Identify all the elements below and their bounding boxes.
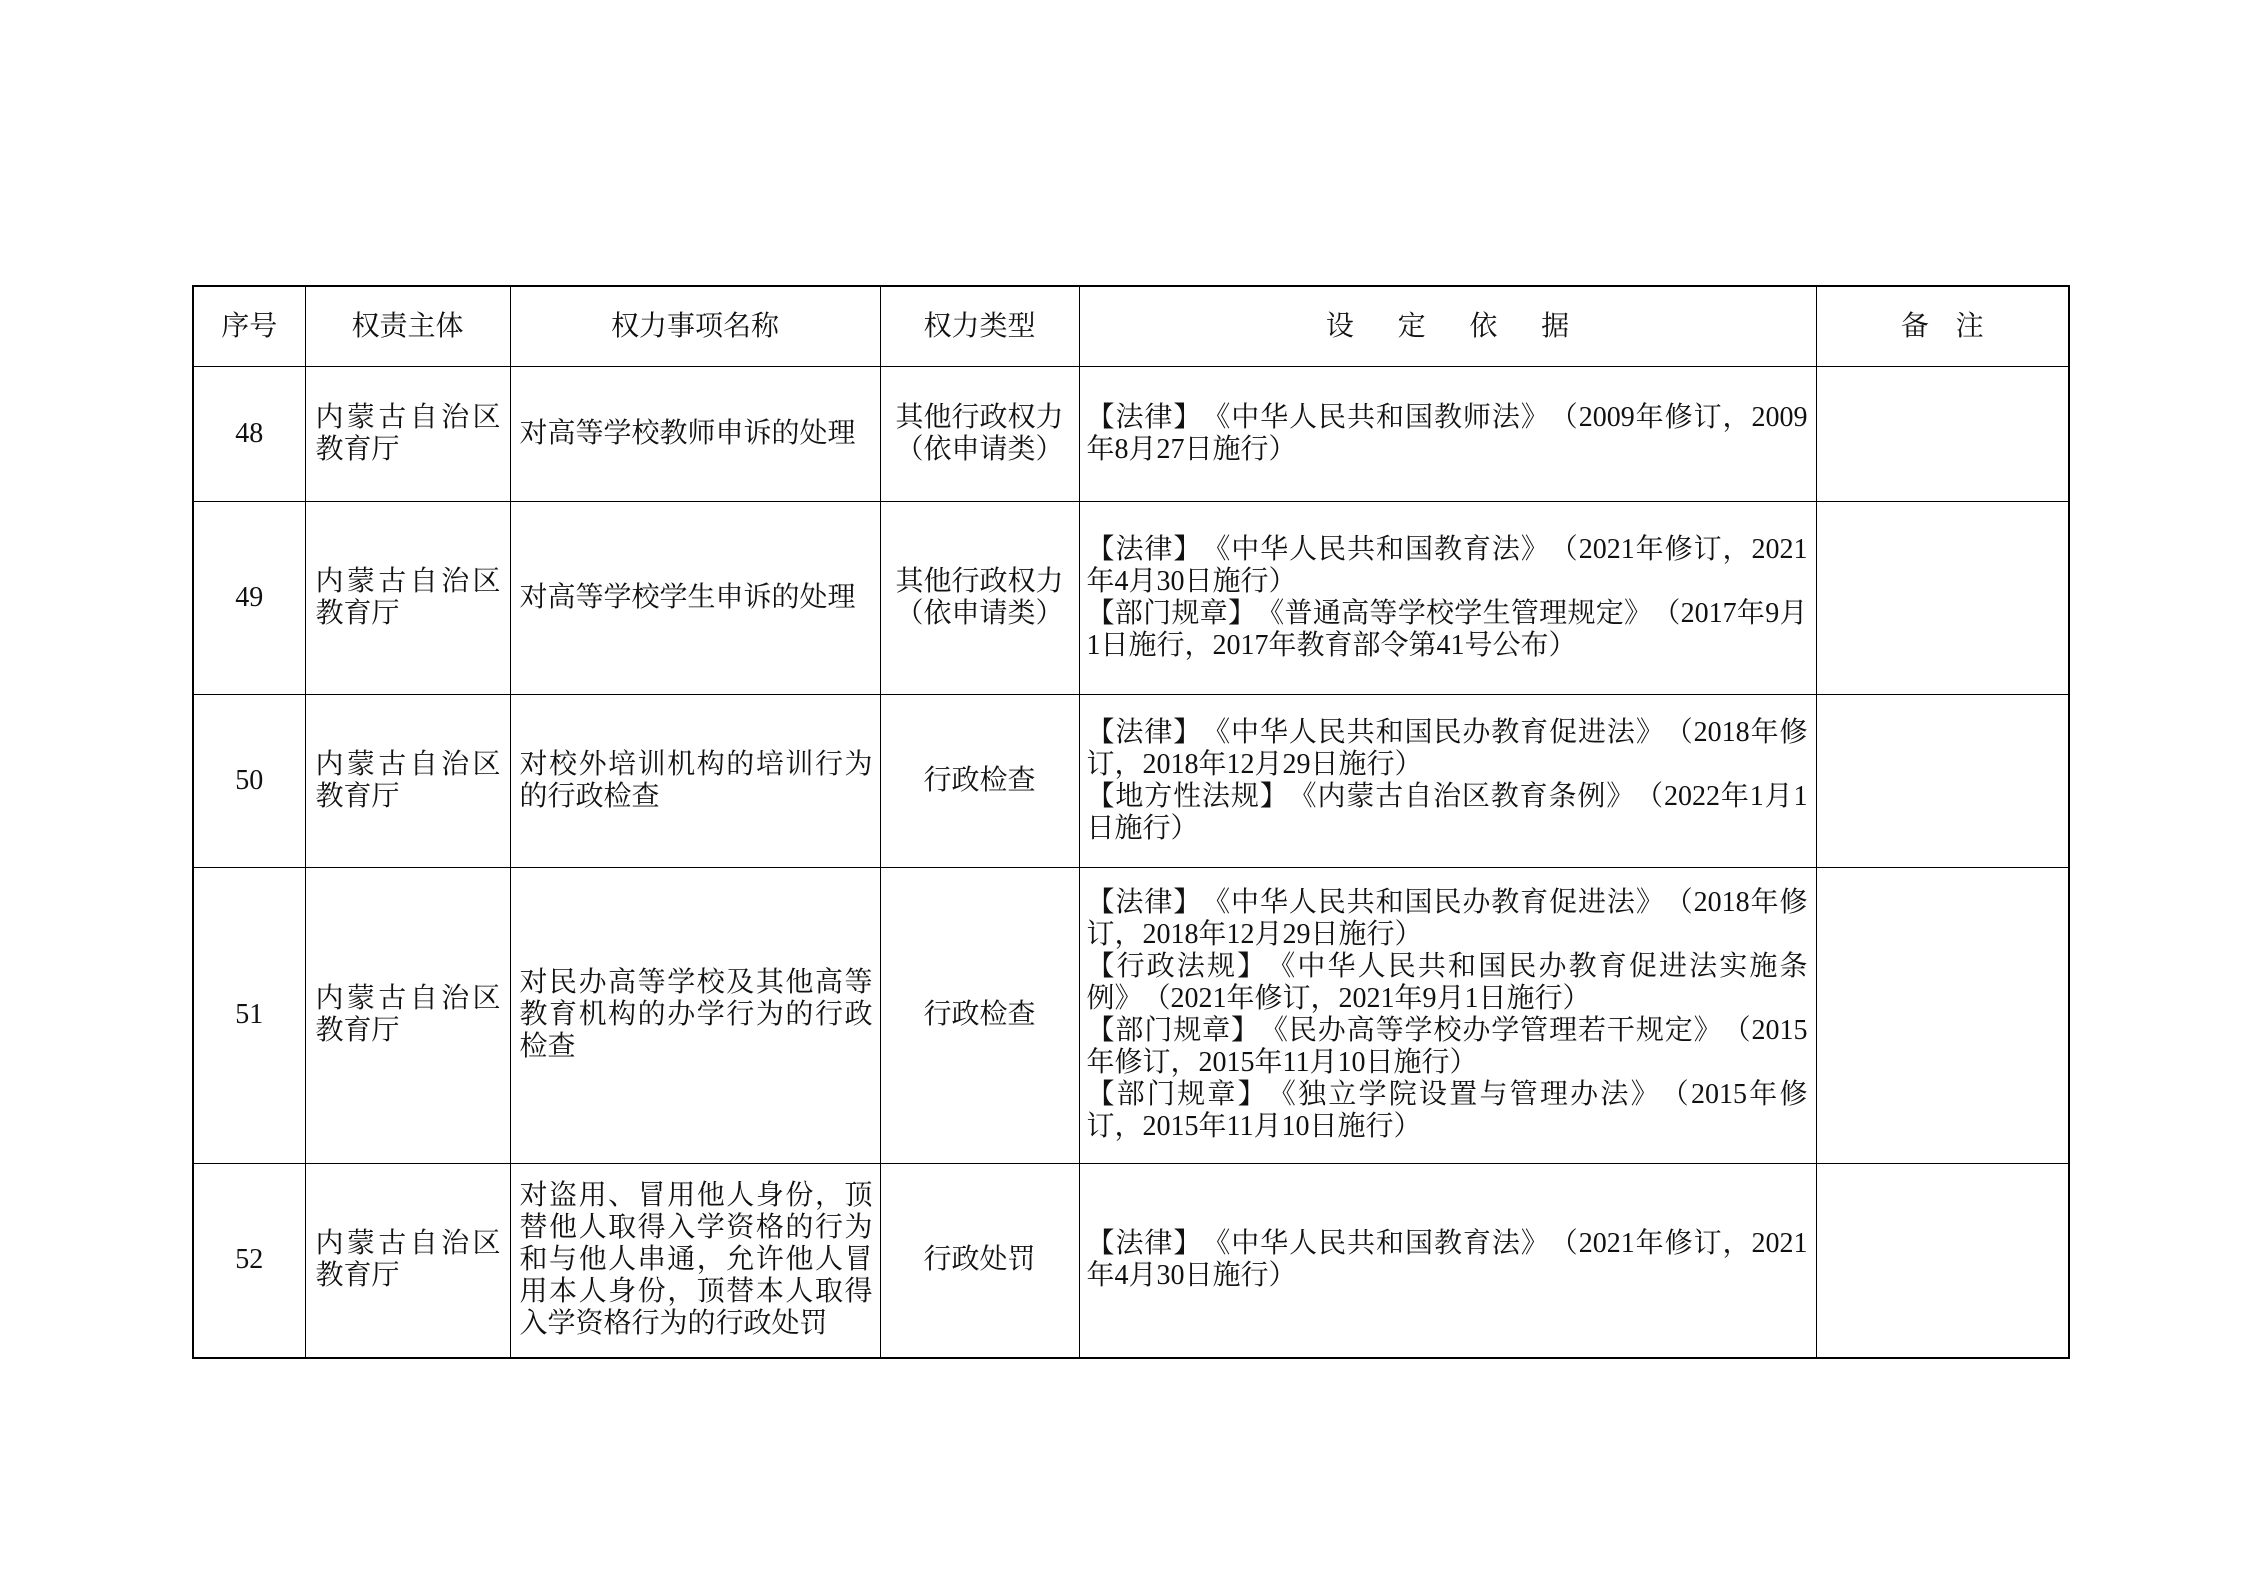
row-power-type: 行政检查: [880, 694, 1079, 867]
row-seq: 48: [193, 366, 305, 501]
row-remark: [1816, 366, 2069, 501]
basis-item: 【法律】《中华人民共和国民办教育促进法》（2018年修订，2018年12月29日施行）: [1086, 716, 1808, 780]
row-seq: 52: [193, 1163, 305, 1358]
row-item-name: 对高等学校学生申诉的处理: [510, 501, 880, 694]
row-item-name: 对盗用、冒用他人身份，顶替他人取得入学资格的行为和与他人串通，允许他人冒用本人身份，顶替本人取得入学资格行为的行政处罚: [510, 1163, 880, 1358]
header-remark: 备 注: [1816, 286, 2069, 366]
row-subject: 内蒙古自治区教育厅: [305, 501, 510, 694]
basis-item: 【部门规章】《民办高等学校办学管理若干规定》（2015年修订，2015年11月10日施行）: [1086, 1015, 1808, 1078]
basis-item: 【法律】《中华人民共和国教师法》（2009年修订，2009年8月27日施行）: [1086, 401, 1808, 465]
row-remark: [1816, 1163, 2069, 1358]
row-remark: [1816, 694, 2069, 867]
row-power-type: 行政检查: [880, 867, 1079, 1163]
row-remark: [1816, 501, 2069, 694]
row-subject: 内蒙古自治区教育厅: [305, 1163, 510, 1358]
row-basis: [1079, 694, 1816, 867]
row-power-type: 行政处罚: [880, 1163, 1079, 1358]
row-basis: [1079, 366, 1816, 501]
basis-item: 【行政法规】《中华人民共和国民办教育促进法实施条例》（2021年修订，2021年9月1日施行）: [1086, 951, 1808, 1014]
basis-item: 【部门规章】《独立学院设置与管理办法》（2015年修订，2015年11月10日施行）: [1086, 1079, 1808, 1142]
table-row: [193, 501, 2069, 694]
basis-item: 【法律】《中华人民共和国教育法》（2021年修订，2021年4月30日施行）: [1086, 1228, 1808, 1292]
row-item-name: 对高等学校教师申诉的处理: [510, 366, 880, 501]
basis-item: 【法律】《中华人民共和国民办教育促进法》（2018年修订，2018年12月29日施行）: [1086, 887, 1808, 950]
table-row: [193, 1163, 2069, 1358]
row-power-type: 其他行政权力（依申请类）: [880, 501, 1079, 694]
row-subject: 内蒙古自治区教育厅: [305, 366, 510, 501]
table-row: [193, 366, 2069, 501]
power-list-table: [192, 285, 2070, 1359]
header-subject: 权责主体: [305, 286, 510, 366]
row-power-type: 其他行政权力（依申请类）: [880, 366, 1079, 501]
row-basis: [1079, 1163, 1816, 1358]
row-item-name: 对民办高等学校及其他高等教育机构的办学行为的行政检查: [510, 867, 880, 1163]
basis-item: 【法律】《中华人民共和国教育法》（2021年修订，2021年4月30日施行）: [1086, 533, 1808, 597]
row-basis: [1079, 501, 1816, 694]
header-power-type: 权力类型: [880, 286, 1079, 366]
basis-item: 【部门规章】《普通高等学校学生管理规定》（2017年9月1日施行，2017年教育部令第41号公布）: [1086, 597, 1808, 661]
row-seq: 49: [193, 501, 305, 694]
header-item-name: 权力事项名称: [510, 286, 880, 366]
header-basis: 设 定 依 据: [1079, 286, 1816, 366]
table-header-row: [193, 286, 2069, 366]
row-remark: [1816, 867, 2069, 1163]
row-subject: 内蒙古自治区教育厅: [305, 694, 510, 867]
row-subject: 内蒙古自治区教育厅: [305, 867, 510, 1163]
row-basis: [1079, 867, 1816, 1163]
header-seq: 序号: [193, 286, 305, 366]
row-seq: 50: [193, 694, 305, 867]
row-seq: 51: [193, 867, 305, 1163]
basis-item: 【地方性法规】《内蒙古自治区教育条例》（2022年1月1日施行）: [1086, 780, 1808, 844]
row-item-name: 对校外培训机构的培训行为的行政检查: [510, 694, 880, 867]
table-row: [193, 694, 2069, 867]
table-row: [193, 867, 2069, 1163]
